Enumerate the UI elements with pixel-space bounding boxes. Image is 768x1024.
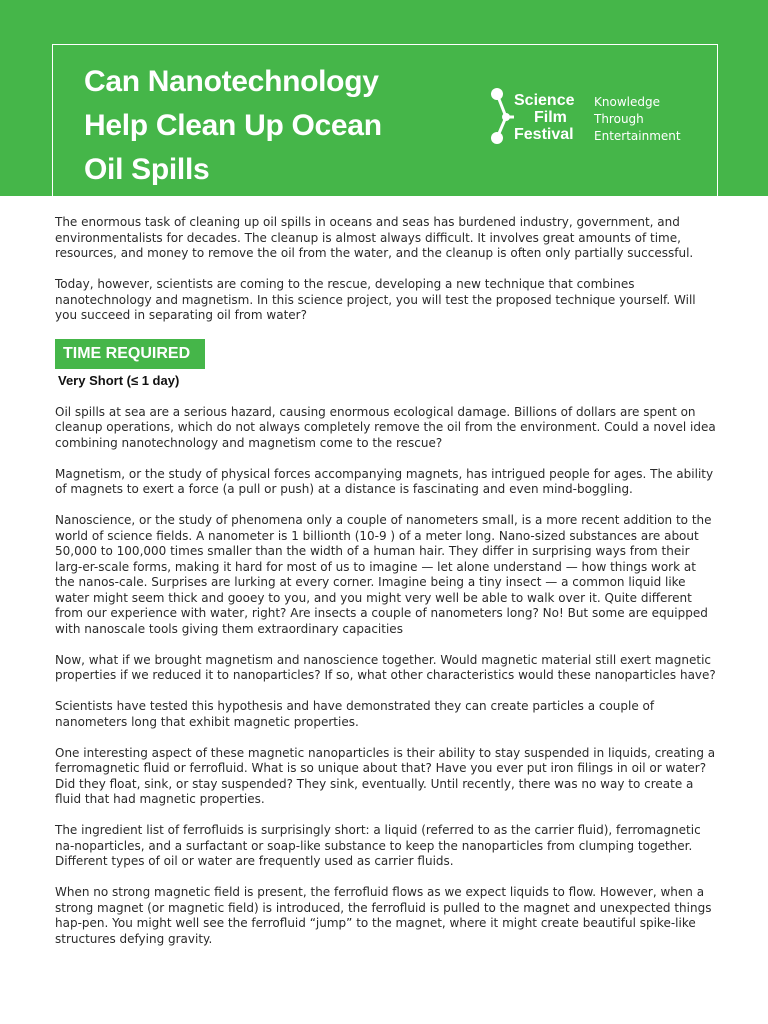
title-line: Help Clean Up Ocean bbox=[84, 109, 382, 142]
body-paragraph: Now, what if we brought magnetism and nanoscience together. Would magnetic material still exert magnetic properties if we reduced it to nanoparticles? If so, what other characteristics would these nanoparticles have? bbox=[55, 652, 716, 682]
logo-word: Science bbox=[514, 92, 575, 109]
body-paragraph: Scientists have tested this hypothesis and have demonstrated they can create particles a couple of nanometers long that exhibit magnetic properties. bbox=[55, 699, 655, 729]
logo-word: Festival bbox=[514, 126, 574, 143]
body-paragraph: Magnetism, or the study of physical forces accompanying magnets, has intrigued people for ages. The ability of magnets to exert a force (a pull or push) at a distance is fascinating and even mind-boggling. bbox=[55, 466, 714, 496]
logo-wordmark bbox=[514, 92, 574, 143]
time-required-heading: TIME REQUIRED bbox=[55, 339, 205, 369]
page-title bbox=[84, 60, 424, 192]
intro-paragraph: Today, however, scientists are coming to the rescue, developing a new technique that combines nanotechnology and magnetism. In this science project, you will test the proposed technique yourself. Will you succeed in separating oil from water? bbox=[55, 277, 696, 322]
intro-paragraph: The enormous task of cleaning up oil spills in oceans and seas has burdened industry, government, and environmentalists for decades. The cleanup is almost always difficult. It involves great amounts of time, resources, and money to remove the oil from the water, and the cleanup is often only partially successful. bbox=[55, 215, 694, 260]
tagline-line: Knowledge bbox=[594, 95, 660, 109]
science-film-festival-logo bbox=[488, 86, 698, 146]
time-required-value: Very Short (≤ 1 day) bbox=[58, 373, 180, 388]
body-paragraph: Oil spills at sea are a serious hazard, causing enormous ecological damage. Billions of dollars are spent on cleanup operations, which do not always completely remove the oil from the environment. Could a novel idea combining nanotechnology and magnetism come to the rescue? bbox=[55, 404, 716, 450]
tagline-line: Through bbox=[594, 112, 644, 126]
body-paragraph: The ingredient list of ferrofluids is surprisingly short: a liquid (referred to as the carrier fluid), ferromagnetic na-noparticles, and a surfactant or soap-like substance to keep the nanoparticles from clumping together. Different types of oil or water are frequently used as carrier fluids. bbox=[55, 823, 701, 868]
title-line: Oil Spills bbox=[84, 153, 210, 186]
header-banner bbox=[0, 0, 768, 196]
logo-tagline bbox=[594, 94, 681, 145]
molecule-icon bbox=[488, 86, 514, 146]
body-paragraph: One interesting aspect of these magnetic nanoparticles is their ability to stay suspended in liquids, creating a ferromagnetic fluid or ferrofluid. What is so unique about that? Have you ever put iron filings in oil or water? Did they float, sink, or stay suspended? They sink, eventually. Until recently, there was no way to create a fluid that had magnetic properties. bbox=[55, 745, 716, 806]
title-line: Can Nanotechnology bbox=[84, 65, 379, 98]
body-paragraph: When no strong magnetic field is present, the ferrofluid flows as we expect liquids to flow. However, when a strong magnet (or magnetic field) is introduced, the ferrofluid is pulled to the magnet and unexpected things hap-pen. You might well see the ferrofluid “jump” to the magnet, where it might create beautiful spike-like structures defying gravity. bbox=[55, 885, 712, 946]
logo-word: Film bbox=[534, 109, 567, 126]
tagline-line: Entertainment bbox=[594, 129, 681, 143]
body-paragraph: Nanoscience, or the study of phenomena only a couple of nanometers small, is a more recent addition to the world of science fields. A nanometer is 1 billionth (10-9 ) of a meter long. Nano-sized substances are about 50,000 to 100,000 times smaller than the width of a human hair. They differ in surprising ways from their larg-er-scale forms, making it hard for most of us to imagine — let alone understand — how things work at the nanos-cale. Surprises are lurking at every corner. Imagine being a tiny insect — a common liquid like water might seem thick and gooey to you, and you might very well be able to walk over it. Quite different from our experience with water, right? Are insects a couple of nanometers long? No! But some are equipped with nanoscale tools giving them extraordinary capacities bbox=[55, 513, 712, 636]
article-body bbox=[55, 215, 717, 963]
